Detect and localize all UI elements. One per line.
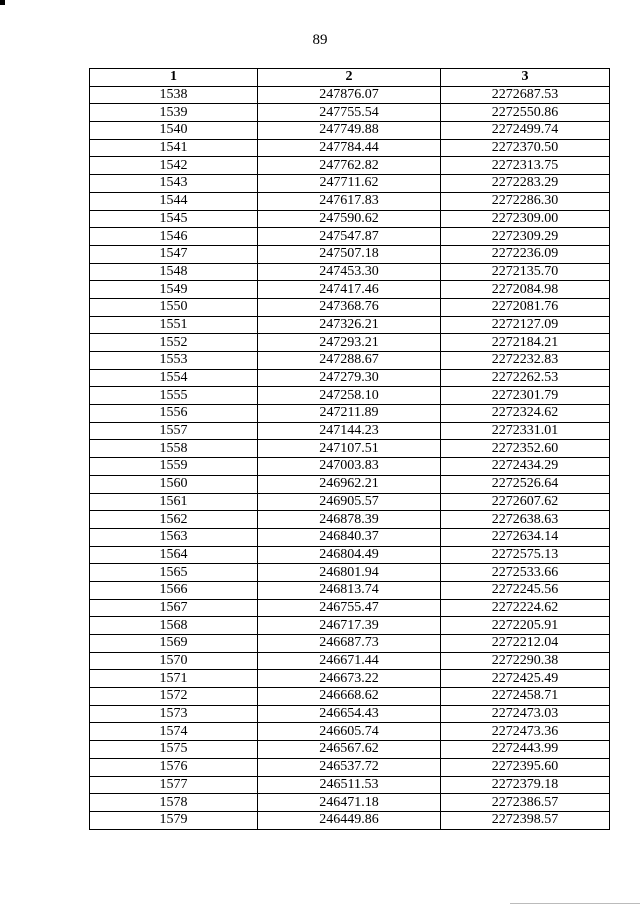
table-row bbox=[90, 440, 610, 458]
table-row bbox=[90, 581, 610, 599]
table-row bbox=[90, 670, 610, 688]
point-number-cell: 1546 bbox=[90, 228, 258, 246]
table-row bbox=[90, 298, 610, 316]
x-coordinate-cell: 247258.10 bbox=[258, 387, 441, 405]
y-coordinate-cell: 2272638.63 bbox=[441, 511, 610, 529]
y-coordinate-cell: 2272135.70 bbox=[441, 263, 610, 281]
table-row bbox=[90, 546, 610, 564]
point-number-cell: 1557 bbox=[90, 422, 258, 440]
x-coordinate-cell: 247211.89 bbox=[258, 405, 441, 423]
table-body bbox=[90, 86, 610, 829]
point-number-cell: 1560 bbox=[90, 475, 258, 493]
point-number-cell: 1563 bbox=[90, 528, 258, 546]
x-coordinate-cell: 246840.37 bbox=[258, 528, 441, 546]
y-coordinate-cell: 2272473.03 bbox=[441, 705, 610, 723]
table-row bbox=[90, 369, 610, 387]
x-coordinate-cell: 246471.18 bbox=[258, 794, 441, 812]
table-row bbox=[90, 652, 610, 670]
point-number-cell: 1541 bbox=[90, 139, 258, 157]
point-number-cell: 1545 bbox=[90, 210, 258, 228]
point-number-cell: 1542 bbox=[90, 157, 258, 175]
y-coordinate-cell: 2272283.29 bbox=[441, 175, 610, 193]
y-coordinate-cell: 2272352.60 bbox=[441, 440, 610, 458]
y-coordinate-cell: 2272324.62 bbox=[441, 405, 610, 423]
point-number-cell: 1579 bbox=[90, 811, 258, 829]
table-row bbox=[90, 245, 610, 263]
y-coordinate-cell: 2272550.86 bbox=[441, 104, 610, 122]
x-coordinate-cell: 247293.21 bbox=[258, 334, 441, 352]
x-coordinate-cell: 246449.86 bbox=[258, 811, 441, 829]
point-number-cell: 1571 bbox=[90, 670, 258, 688]
y-coordinate-cell: 2272245.56 bbox=[441, 581, 610, 599]
table-row bbox=[90, 210, 610, 228]
y-coordinate-cell: 2272331.01 bbox=[441, 422, 610, 440]
y-coordinate-cell: 2272458.71 bbox=[441, 688, 610, 706]
x-coordinate-cell: 246605.74 bbox=[258, 723, 441, 741]
table-row bbox=[90, 511, 610, 529]
table-row bbox=[90, 405, 610, 423]
point-number-cell: 1558 bbox=[90, 440, 258, 458]
x-coordinate-cell: 247749.88 bbox=[258, 122, 441, 140]
point-number-cell: 1556 bbox=[90, 405, 258, 423]
point-number-cell: 1576 bbox=[90, 758, 258, 776]
y-coordinate-cell: 2272443.99 bbox=[441, 741, 610, 759]
table-row bbox=[90, 635, 610, 653]
page-number: 89 bbox=[312, 32, 328, 48]
y-coordinate-cell: 2272301.79 bbox=[441, 387, 610, 405]
x-coordinate-cell: 247326.21 bbox=[258, 316, 441, 334]
y-coordinate-cell: 2272232.83 bbox=[441, 352, 610, 370]
table-row bbox=[90, 564, 610, 582]
x-coordinate-cell: 247107.51 bbox=[258, 440, 441, 458]
point-number-cell: 1559 bbox=[90, 458, 258, 476]
table-row bbox=[90, 175, 610, 193]
scan-corner-mark bbox=[0, 0, 5, 5]
footer-rule bbox=[510, 903, 640, 904]
point-number-cell: 1568 bbox=[90, 617, 258, 635]
y-coordinate-cell: 2272309.00 bbox=[441, 210, 610, 228]
point-number-cell: 1540 bbox=[90, 122, 258, 140]
table-row bbox=[90, 86, 610, 104]
y-coordinate-cell: 2272575.13 bbox=[441, 546, 610, 564]
table-row bbox=[90, 192, 610, 210]
y-coordinate-cell: 2272386.57 bbox=[441, 794, 610, 812]
y-coordinate-cell: 2272084.98 bbox=[441, 281, 610, 299]
y-coordinate-cell: 2272184.21 bbox=[441, 334, 610, 352]
point-number-cell: 1572 bbox=[90, 688, 258, 706]
coordinates-table bbox=[89, 68, 610, 830]
table-row bbox=[90, 422, 610, 440]
point-number-cell: 1564 bbox=[90, 546, 258, 564]
point-number-cell: 1547 bbox=[90, 245, 258, 263]
x-coordinate-cell: 246717.39 bbox=[258, 617, 441, 635]
table-row bbox=[90, 528, 610, 546]
table-row bbox=[90, 139, 610, 157]
point-number-cell: 1561 bbox=[90, 493, 258, 511]
point-number-cell: 1575 bbox=[90, 741, 258, 759]
y-coordinate-cell: 2272081.76 bbox=[441, 298, 610, 316]
column-header-y: 3 bbox=[441, 69, 610, 87]
table-row bbox=[90, 263, 610, 281]
point-number-cell: 1574 bbox=[90, 723, 258, 741]
table-row bbox=[90, 794, 610, 812]
table-row bbox=[90, 352, 610, 370]
y-coordinate-cell: 2272499.74 bbox=[441, 122, 610, 140]
y-coordinate-cell: 2272379.18 bbox=[441, 776, 610, 794]
table-row bbox=[90, 811, 610, 829]
x-coordinate-cell: 246673.22 bbox=[258, 670, 441, 688]
table-row bbox=[90, 776, 610, 794]
table-row bbox=[90, 688, 610, 706]
point-number-cell: 1562 bbox=[90, 511, 258, 529]
y-coordinate-cell: 2272473.36 bbox=[441, 723, 610, 741]
y-coordinate-cell: 2272395.60 bbox=[441, 758, 610, 776]
x-coordinate-cell: 246671.44 bbox=[258, 652, 441, 670]
x-coordinate-cell: 247617.83 bbox=[258, 192, 441, 210]
table-row bbox=[90, 387, 610, 405]
y-coordinate-cell: 2272236.09 bbox=[441, 245, 610, 263]
point-number-cell: 1548 bbox=[90, 263, 258, 281]
table-row bbox=[90, 334, 610, 352]
point-number-cell: 1554 bbox=[90, 369, 258, 387]
x-coordinate-cell: 247711.62 bbox=[258, 175, 441, 193]
x-coordinate-cell: 246537.72 bbox=[258, 758, 441, 776]
x-coordinate-cell: 246962.21 bbox=[258, 475, 441, 493]
x-coordinate-cell: 247784.44 bbox=[258, 139, 441, 157]
y-coordinate-cell: 2272687.53 bbox=[441, 86, 610, 104]
point-number-cell: 1578 bbox=[90, 794, 258, 812]
table-row bbox=[90, 723, 610, 741]
x-coordinate-cell: 246511.53 bbox=[258, 776, 441, 794]
point-number-cell: 1544 bbox=[90, 192, 258, 210]
x-coordinate-cell: 246804.49 bbox=[258, 546, 441, 564]
x-coordinate-cell: 247876.07 bbox=[258, 86, 441, 104]
x-coordinate-cell: 247755.54 bbox=[258, 104, 441, 122]
x-coordinate-cell: 247144.23 bbox=[258, 422, 441, 440]
y-coordinate-cell: 2272127.09 bbox=[441, 316, 610, 334]
table-row bbox=[90, 475, 610, 493]
y-coordinate-cell: 2272634.14 bbox=[441, 528, 610, 546]
y-coordinate-cell: 2272313.75 bbox=[441, 157, 610, 175]
x-coordinate-cell: 247453.30 bbox=[258, 263, 441, 281]
point-number-cell: 1550 bbox=[90, 298, 258, 316]
x-coordinate-cell: 246654.43 bbox=[258, 705, 441, 723]
point-number-cell: 1570 bbox=[90, 652, 258, 670]
point-number-cell: 1551 bbox=[90, 316, 258, 334]
table-row bbox=[90, 599, 610, 617]
y-coordinate-cell: 2272286.30 bbox=[441, 192, 610, 210]
point-number-cell: 1539 bbox=[90, 104, 258, 122]
x-coordinate-cell: 246687.73 bbox=[258, 635, 441, 653]
table-row bbox=[90, 617, 610, 635]
x-coordinate-cell: 246905.57 bbox=[258, 493, 441, 511]
x-coordinate-cell: 247762.82 bbox=[258, 157, 441, 175]
y-coordinate-cell: 2272398.57 bbox=[441, 811, 610, 829]
y-coordinate-cell: 2272262.53 bbox=[441, 369, 610, 387]
table-row bbox=[90, 157, 610, 175]
y-coordinate-cell: 2272309.29 bbox=[441, 228, 610, 246]
x-coordinate-cell: 247288.67 bbox=[258, 352, 441, 370]
point-number-cell: 1543 bbox=[90, 175, 258, 193]
point-number-cell: 1555 bbox=[90, 387, 258, 405]
x-coordinate-cell: 247547.87 bbox=[258, 228, 441, 246]
point-number-cell: 1553 bbox=[90, 352, 258, 370]
y-coordinate-cell: 2272526.64 bbox=[441, 475, 610, 493]
table-row bbox=[90, 458, 610, 476]
table-row bbox=[90, 705, 610, 723]
x-coordinate-cell: 246813.74 bbox=[258, 581, 441, 599]
y-coordinate-cell: 2272425.49 bbox=[441, 670, 610, 688]
y-coordinate-cell: 2272370.50 bbox=[441, 139, 610, 157]
x-coordinate-cell: 247368.76 bbox=[258, 298, 441, 316]
point-number-cell: 1566 bbox=[90, 581, 258, 599]
x-coordinate-cell: 246878.39 bbox=[258, 511, 441, 529]
header-row bbox=[90, 69, 610, 87]
table-row bbox=[90, 228, 610, 246]
y-coordinate-cell: 2272290.38 bbox=[441, 652, 610, 670]
x-coordinate-cell: 247279.30 bbox=[258, 369, 441, 387]
x-coordinate-cell: 246755.47 bbox=[258, 599, 441, 617]
table-row bbox=[90, 758, 610, 776]
x-coordinate-cell: 247417.46 bbox=[258, 281, 441, 299]
table-row bbox=[90, 493, 610, 511]
x-coordinate-cell: 247003.83 bbox=[258, 458, 441, 476]
column-header-x: 2 bbox=[258, 69, 441, 87]
x-coordinate-cell: 246801.94 bbox=[258, 564, 441, 582]
point-number-cell: 1573 bbox=[90, 705, 258, 723]
point-number-cell: 1538 bbox=[90, 86, 258, 104]
table-row bbox=[90, 281, 610, 299]
x-coordinate-cell: 246668.62 bbox=[258, 688, 441, 706]
table-row bbox=[90, 316, 610, 334]
x-coordinate-cell: 246567.62 bbox=[258, 741, 441, 759]
table-row bbox=[90, 122, 610, 140]
y-coordinate-cell: 2272205.91 bbox=[441, 617, 610, 635]
table-header bbox=[90, 69, 610, 87]
y-coordinate-cell: 2272434.29 bbox=[441, 458, 610, 476]
point-number-cell: 1552 bbox=[90, 334, 258, 352]
point-number-cell: 1565 bbox=[90, 564, 258, 582]
point-number-cell: 1567 bbox=[90, 599, 258, 617]
table-row bbox=[90, 741, 610, 759]
point-number-cell: 1549 bbox=[90, 281, 258, 299]
point-number-cell: 1569 bbox=[90, 635, 258, 653]
column-header-point-number: 1 bbox=[90, 69, 258, 87]
table-row bbox=[90, 104, 610, 122]
y-coordinate-cell: 2272607.62 bbox=[441, 493, 610, 511]
point-number-cell: 1577 bbox=[90, 776, 258, 794]
y-coordinate-cell: 2272212.04 bbox=[441, 635, 610, 653]
x-coordinate-cell: 247507.18 bbox=[258, 245, 441, 263]
y-coordinate-cell: 2272533.66 bbox=[441, 564, 610, 582]
y-coordinate-cell: 2272224.62 bbox=[441, 599, 610, 617]
x-coordinate-cell: 247590.62 bbox=[258, 210, 441, 228]
